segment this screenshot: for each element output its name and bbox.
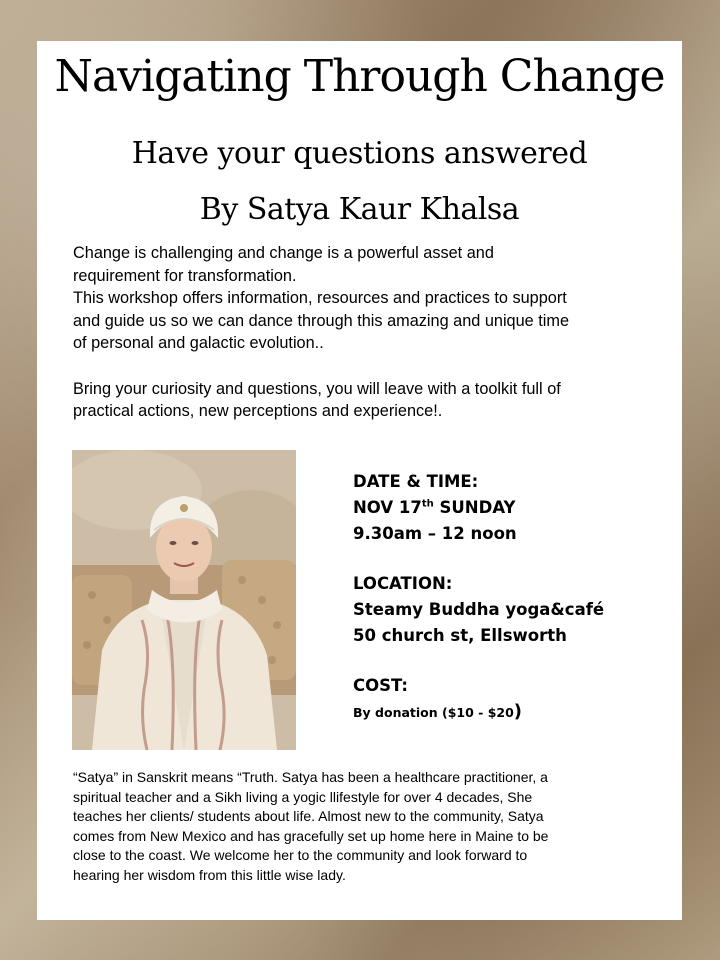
date-time-heading: DATE & TIME:: [353, 472, 479, 491]
portrait-photo-icon: [72, 450, 296, 750]
bio-line: “Satya” in Sanskrit means “Truth. Satya has been a healthcare practitioner, a: [73, 769, 548, 785]
bio-line: hearing her wisdom from this little wise lady.: [73, 866, 346, 883]
presenter-byline: By Satya Kaur Khalsa: [199, 192, 520, 227]
event-time: 9.30am – 12 noon: [353, 524, 517, 543]
poster-subtitle: Have your questions answered: [131, 136, 588, 171]
intro-line: of personal and galactic evolution..: [73, 334, 324, 353]
day-text: SUNDAY: [433, 498, 516, 517]
poster-title: Navigating Through Change: [54, 51, 665, 102]
cost-text: By donation ($10 - $20: [353, 705, 514, 720]
intro-line: requirement for transformation.: [73, 266, 297, 285]
cost-paren: ): [513, 701, 523, 722]
venue-name: Steamy Buddha yoga&café: [353, 600, 605, 619]
bio-line: close to the coast. We welcome her to the community and look forward to: [73, 847, 528, 863]
details-gap: [353, 649, 673, 673]
details-gap: [353, 547, 673, 571]
event-details: [353, 469, 673, 726]
date-text: NOV 17: [353, 498, 422, 517]
paragraph-gap: [73, 355, 663, 378]
cost-value: [353, 699, 673, 726]
intro-line: practical actions, new perceptions and experience!.: [73, 402, 443, 421]
intro-line: This workshop offers information, resources and practices to support: [73, 289, 567, 308]
poster-sheet: [37, 41, 682, 920]
bio-line: teaches her clients/ students about life. Almost new to the community, Satya: [73, 808, 544, 824]
bio-line: spiritual teacher and a Sikh living a yogic llifestyle for over 4 decades, She: [73, 788, 533, 805]
intro-line: Change is challenging and change is a powerful asset and: [73, 244, 494, 262]
date-ordinal: th: [421, 498, 434, 510]
event-date: [353, 495, 673, 521]
intro-line: Bring your curiosity and questions, you will leave with a toolkit full of: [73, 379, 561, 398]
intro-text: [73, 242, 663, 423]
cost-heading: COST:: [353, 676, 408, 695]
presenter-photo: [72, 450, 296, 750]
location-heading: LOCATION:: [353, 574, 453, 593]
intro-line: and guide us so we can dance through this amazing and unique time: [73, 311, 570, 330]
bio-line: comes from New Mexico and has gracefully set up home here in Maine to be: [73, 827, 549, 844]
venue-address: 50 church st, Ellsworth: [353, 626, 567, 645]
presenter-bio: [73, 768, 648, 885]
